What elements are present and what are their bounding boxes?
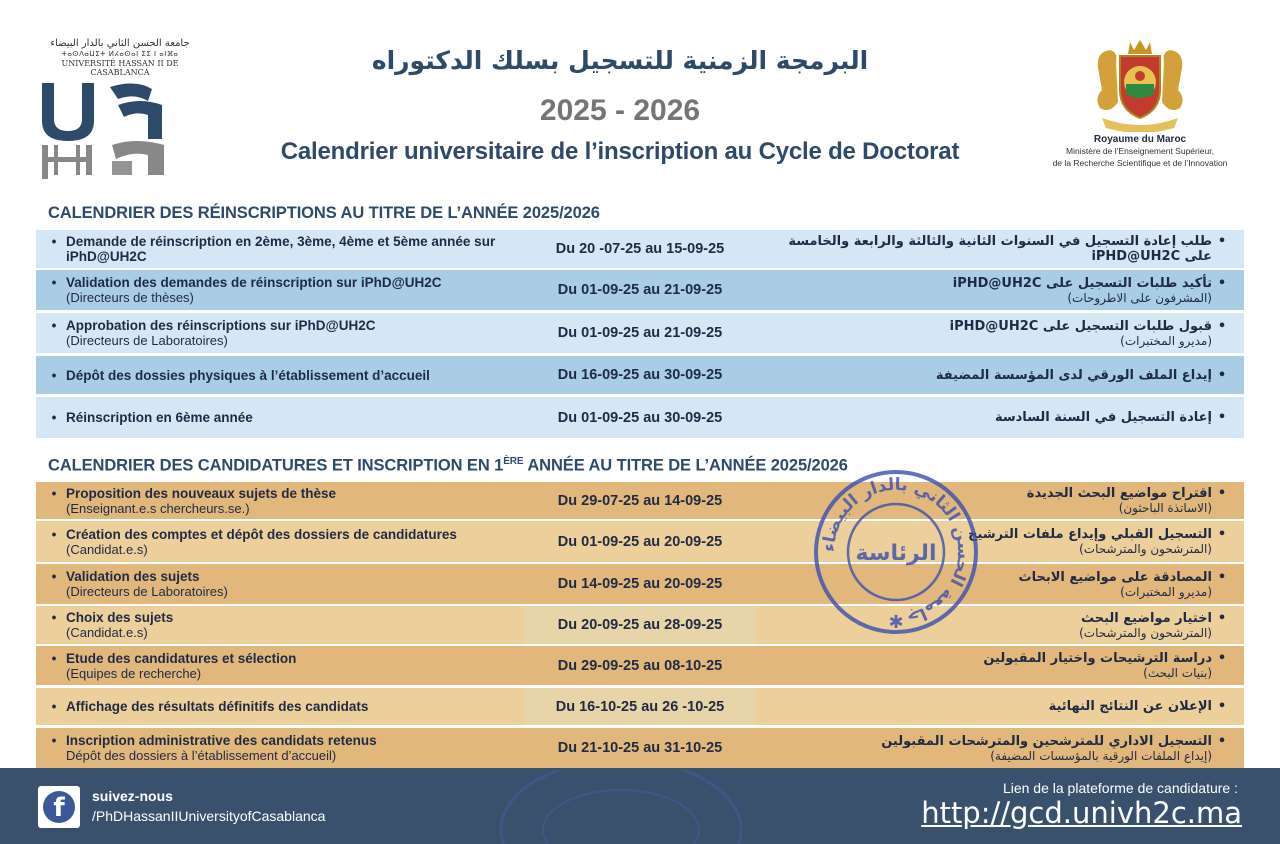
facebook-button[interactable] [38, 786, 80, 828]
university-name-fr: UNIVERSITÉ HASSAN II DE CASABLANCA [61, 59, 179, 77]
row-description-fr [42, 230, 502, 268]
row-description-fr [42, 728, 502, 768]
bullet-icon: • [1217, 318, 1227, 334]
bullet-icon: • [1217, 486, 1227, 501]
row-subtitle-ar: (مديرو المختبرات) [1120, 333, 1212, 348]
row-date-range: Du 20-09-25 au 28-09-25 [524, 606, 756, 644]
bullet-icon: • [51, 234, 57, 249]
platform-link-label: Lien de la plateforme de candidature : [1002, 780, 1238, 796]
svg-text:✱: ✱ [888, 612, 904, 633]
row-title-ar: المصادقة على مواضيع الابحاث [1018, 569, 1212, 585]
row-title-ar: قبول طلبات التسجيل على iPHD@UH2C [949, 318, 1212, 334]
bullet-icon: • [51, 569, 57, 584]
row-title-ar: تأكيد طلبات التسجيل على iPHD@UH2C [952, 275, 1212, 291]
title-french: Calendrier universitaire de l’inscription au Cycle de Doctorat [280, 138, 960, 165]
section-candidatures-title-a: CALENDRIER DES CANDIDATURES ET INSCRIPTION EN 1 [48, 456, 504, 475]
row-title-fr: Réinscription en 6ème année [66, 410, 253, 425]
row-description-ar [762, 356, 1232, 394]
bullet-icon: • [1217, 234, 1227, 249]
row-date-range: Du 16-10-25 au 26 -10-25 [524, 688, 756, 725]
section-reinscriptions-title: CALENDRIER DES RÉINSCRIPTIONS AU TITRE DE L’ANNÉE 2025/2026 [48, 204, 600, 222]
row-title-ar: إيداع الملف الورقي لدى المؤسسة المضيفة [935, 367, 1212, 383]
row-date-range: Du 14-09-25 au 20-09-25 [557, 576, 723, 592]
reinscription-row [36, 397, 1244, 438]
bullet-icon: • [1217, 733, 1227, 749]
row-subtitle-ar: (إيداع الملفات الورقية بالمؤسسات المضيفة) [990, 748, 1212, 763]
row-title-fr: Etude des candidatures et sélection [66, 650, 297, 666]
row-title-fr: Demande de réinscription en 2ème, 3ème, 4ème et 5ème année sur iPhD@UH2C [66, 234, 496, 264]
row-subtitle-fr: (Candidat.e.s) [66, 541, 148, 557]
section-candidatures-title-b: ANNÉE AU TITRE DE L’ANNÉE 2025/2026 [523, 456, 848, 475]
bullet-icon: • [1217, 527, 1227, 542]
reinscription-row [36, 270, 1244, 310]
footer-stamp-watermark-icon [496, 770, 746, 844]
section-candidatures-title-sup: ÈRE [503, 456, 524, 467]
row-subtitle-ar: (المترشحون والمترشحات) [1079, 542, 1212, 556]
bullet-icon: • [51, 610, 57, 625]
row-subtitle-fr: (Directeurs de Laboratoires) [66, 333, 228, 348]
ministry-line-2: de la Recherche Scientifique et de l’Innovation [1052, 158, 1228, 168]
row-date-range: Du 29-07-25 au 14-09-25 [557, 492, 723, 509]
candidature-row [36, 688, 1244, 725]
row-title-fr: Proposition des nouveaux sujets de thèse [66, 485, 337, 501]
row-description-fr [42, 646, 502, 685]
row-subtitle-fr: (Directeurs de thèses) [66, 290, 194, 305]
row-subtitle-fr: (Directeurs de Laboratoires) [66, 584, 228, 599]
row-description-ar [762, 397, 1232, 438]
candidature-row [36, 606, 1244, 644]
row-description-fr [42, 270, 502, 310]
university-name-tifinagh: ⵜⴰⵙⴷⴰⵡⵉⵜ ⵍⵃⴰⵙⴰⵏ ⵉⵉ ⵏ ⴰⵏⴼⴰ [61, 50, 179, 58]
row-subtitle-ar: (المشرفون على الاطروحات) [1067, 290, 1212, 305]
stamp-center-text: الرئاسة [855, 541, 937, 566]
row-title-fr: Affichage des résultats définitifs des candidats [66, 699, 369, 714]
row-title-fr: Validation des sujets [66, 569, 200, 584]
ministry-line-1: Ministère de l’Enseignement Supérieur, [1066, 146, 1214, 156]
row-description-fr [42, 688, 502, 725]
bullet-icon: • [51, 733, 57, 748]
university-logo [40, 38, 200, 178]
kingdom-emblem-block [1040, 38, 1240, 169]
row-title-ar: التسجيل الاداري للمترشحين والمترشحات المقبولين [881, 733, 1212, 749]
row-subtitle-ar: (بنيات البحث) [1143, 666, 1212, 680]
candidature-row [36, 646, 1244, 685]
bullet-icon: • [1217, 651, 1227, 666]
platform-url-link[interactable]: http://gcd.univh2c.ma [921, 796, 1242, 830]
title-arabic: البرمجة الزمنية للتسجيل بسلك الدكتوراه [371, 46, 869, 75]
row-description-fr [42, 356, 502, 394]
row-description-fr [42, 482, 502, 519]
row-title-ar: دراسة الترشيحات واختيار المقبولين [983, 651, 1212, 666]
row-title-ar: اقتراح مواضيع البحث الجديدة [1026, 486, 1212, 501]
row-title-ar: الإعلان عن النتائج النهائية [1048, 699, 1212, 714]
row-description-fr [42, 397, 502, 438]
row-title-fr: Inscription administrative des candidats retenus [66, 733, 377, 748]
row-subtitle-ar: (مديرو المختبرات) [1120, 584, 1212, 599]
row-description-ar [762, 646, 1232, 685]
row-title-fr: Dépôt des dossies physiques à l’établissement d’accueil [66, 367, 430, 383]
row-subtitle-fr: (Equipes de recherche) [66, 665, 202, 681]
bullet-icon: • [51, 526, 57, 542]
row-description-ar [762, 688, 1232, 725]
row-subtitle-fr: Dépôt des dossiers à l’établissement d’accueil) [66, 748, 337, 763]
row-title-ar: اختيار مواضيع البحث [1080, 610, 1212, 626]
academic-year: 2025 - 2026 [539, 94, 701, 127]
row-subtitle-ar: (المترشحون والمترشحات) [1079, 625, 1212, 640]
row-subtitle-fr: (Candidat.e.s) [66, 625, 148, 640]
candidature-row [36, 564, 1244, 604]
row-description-ar [762, 230, 1232, 268]
row-date-range: Du 01-09-25 au 21-09-25 [557, 282, 723, 298]
coat-of-arms-icon [1092, 38, 1188, 132]
row-title-fr: Choix des sujets [66, 610, 174, 625]
row-title-ar: إعادة التسجيل في السنة السادسة [994, 410, 1212, 425]
bullet-icon: • [1217, 275, 1227, 291]
presidency-stamp-icon [812, 468, 980, 636]
row-title-fr: Approbation des réinscriptions sur iPhD@UH2C [66, 318, 376, 333]
candidature-row [36, 728, 1244, 768]
bullet-icon: • [51, 410, 57, 425]
row-date-range: Du 29-09-25 au 08-10-25 [557, 657, 723, 674]
candidature-row [36, 482, 1244, 519]
reinscription-row [36, 313, 1244, 353]
bullet-icon: • [1217, 367, 1227, 383]
row-subtitle-fr: (Enseignant.e.s chercheurs.se.) [66, 500, 250, 516]
row-description-ar [762, 313, 1232, 353]
row-title-ar: التسجيل القبلي وإيداع ملفات الترشيح [968, 527, 1212, 542]
row-description-ar [762, 728, 1232, 768]
row-title-fr: Création des comptes et dépôt des dossiers de candidatures [66, 526, 457, 542]
kingdom-name: Royaume du Maroc [1093, 134, 1187, 145]
row-subtitle-ar: (الاساتذة الباحثون) [1118, 501, 1212, 515]
university-name-ar: جامعة الحسن الثاني بالدار البيضاء [50, 38, 190, 49]
bullet-icon: • [51, 699, 57, 714]
facebook-icon: f [43, 791, 75, 823]
bullet-icon: • [51, 367, 57, 383]
follow-us-label: suivez-nous [92, 788, 173, 804]
bullet-icon: • [51, 318, 57, 333]
section-candidatures-title [48, 456, 848, 476]
bullet-icon: • [51, 650, 57, 666]
bullet-icon: • [51, 275, 57, 290]
candidature-row [36, 521, 1244, 562]
row-description-fr [42, 606, 502, 644]
reinscription-row [36, 356, 1244, 394]
row-description-fr [42, 313, 502, 353]
row-date-range: Du 01-09-25 au 30-09-25 [557, 409, 723, 426]
row-description-fr [42, 521, 502, 562]
reinscription-row [36, 230, 1244, 268]
bullet-icon: • [1217, 410, 1227, 425]
bullet-icon: • [51, 485, 57, 501]
row-date-range: Du 20 -07-25 au 15-09-25 [555, 241, 725, 257]
facebook-page-link[interactable]: /PhDHassanIIUniversityofCasablanca [92, 808, 326, 824]
row-date-range: Du 16-09-25 au 30-09-25 [557, 367, 723, 383]
bullet-icon: • [1217, 610, 1227, 626]
row-date-range: Du 01-09-25 au 20-09-25 [557, 533, 723, 550]
bullet-icon: • [1217, 569, 1227, 585]
stamp-ring-text: جامعة الحسن الثاني بالدار البيضاء [818, 474, 974, 628]
bullet-icon: • [1217, 699, 1227, 714]
row-date-range: Du 21-10-25 au 31-10-25 [557, 740, 723, 756]
uh2c-monogram-icon [40, 79, 200, 179]
row-title-fr: Validation des demandes de réinscription sur iPhD@UH2C [66, 275, 442, 290]
row-title-ar: طلب إعادة التسجيل في السنوات الثانية والثالثة والرابعة والخامسة على iPHD@UH2C [788, 234, 1212, 264]
row-date-range: Du 01-09-25 au 21-09-25 [557, 325, 723, 341]
row-description-ar [762, 270, 1232, 310]
row-description-fr [42, 564, 502, 604]
